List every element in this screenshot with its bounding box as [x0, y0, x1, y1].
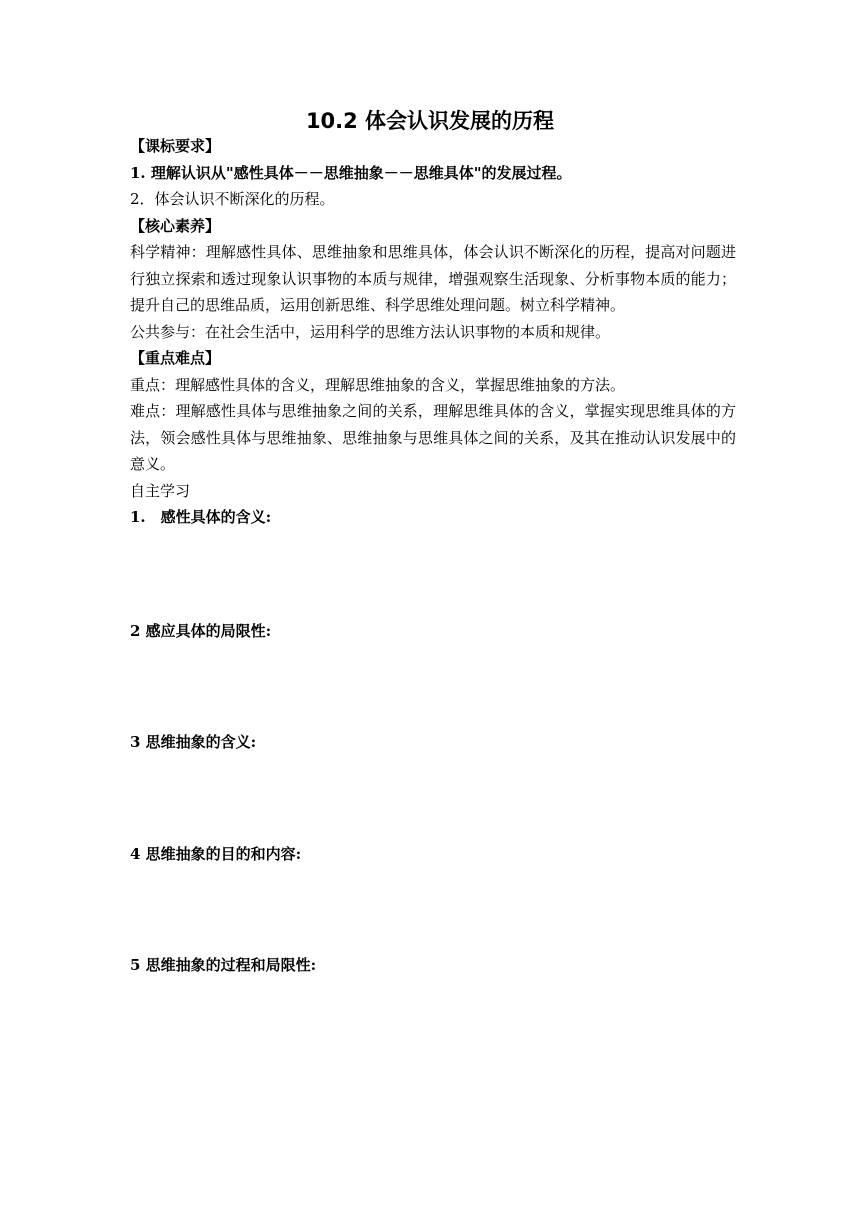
key-heading: 【重点难点】	[130, 349, 221, 367]
core-heading: 【核心素养】	[130, 216, 221, 235]
core-science-paragraph: 科学精神：理解感性具体、思维抽象和思维具体，体会认识不断深化的历程，提高对问题进行独立探索和透过现象认识事物的本质与规律，增强观察生活现象、分析事物本质的能力；提升自己的思维品质，运用创新思维、科学思维处理问题。树立科学精神。	[130, 243, 736, 314]
question-5: 5 思维抽象的过程和局限性:	[130, 956, 317, 974]
core-public-paragraph: 公共参与：在社会生活中，运用科学的思维方法认识事物的本质和规律。	[130, 322, 611, 341]
question-4: 4 思维抽象的目的和内容:	[130, 844, 302, 863]
self-study-heading: 自主学习	[130, 481, 191, 500]
key-difficulty-paragraph: 难点：理解感性具体与思维抽象之间的关系，理解思维具体的含义，掌握实现思维具体的方法，领会感性具体与思维抽象、思维抽象与思维具体之间的关系，及其在推动认识发展中的意义。	[130, 402, 736, 473]
question-2: 2 感应具体的局限性:	[130, 621, 272, 640]
question-1: 1. 感性具体的含义:	[130, 508, 272, 526]
document-body	[130, 133, 736, 979]
curriculum-heading: 【课标要求】	[130, 137, 221, 155]
curriculum-item-1: 1. 理解认识从"感性具体－－思维抽象－－思维具体"的发展过程。	[130, 163, 572, 182]
curriculum-item-2: 2．体会认识不断深化的历程。	[130, 190, 335, 208]
document-title: 10.2 体会认识发展的历程	[305, 109, 555, 133]
key-focus-paragraph: 重点：理解感性具体的含义，理解思维抽象的含义，掌握思维抽象的方法。	[130, 375, 626, 394]
question-3: 3 思维抽象的含义:	[130, 733, 257, 751]
